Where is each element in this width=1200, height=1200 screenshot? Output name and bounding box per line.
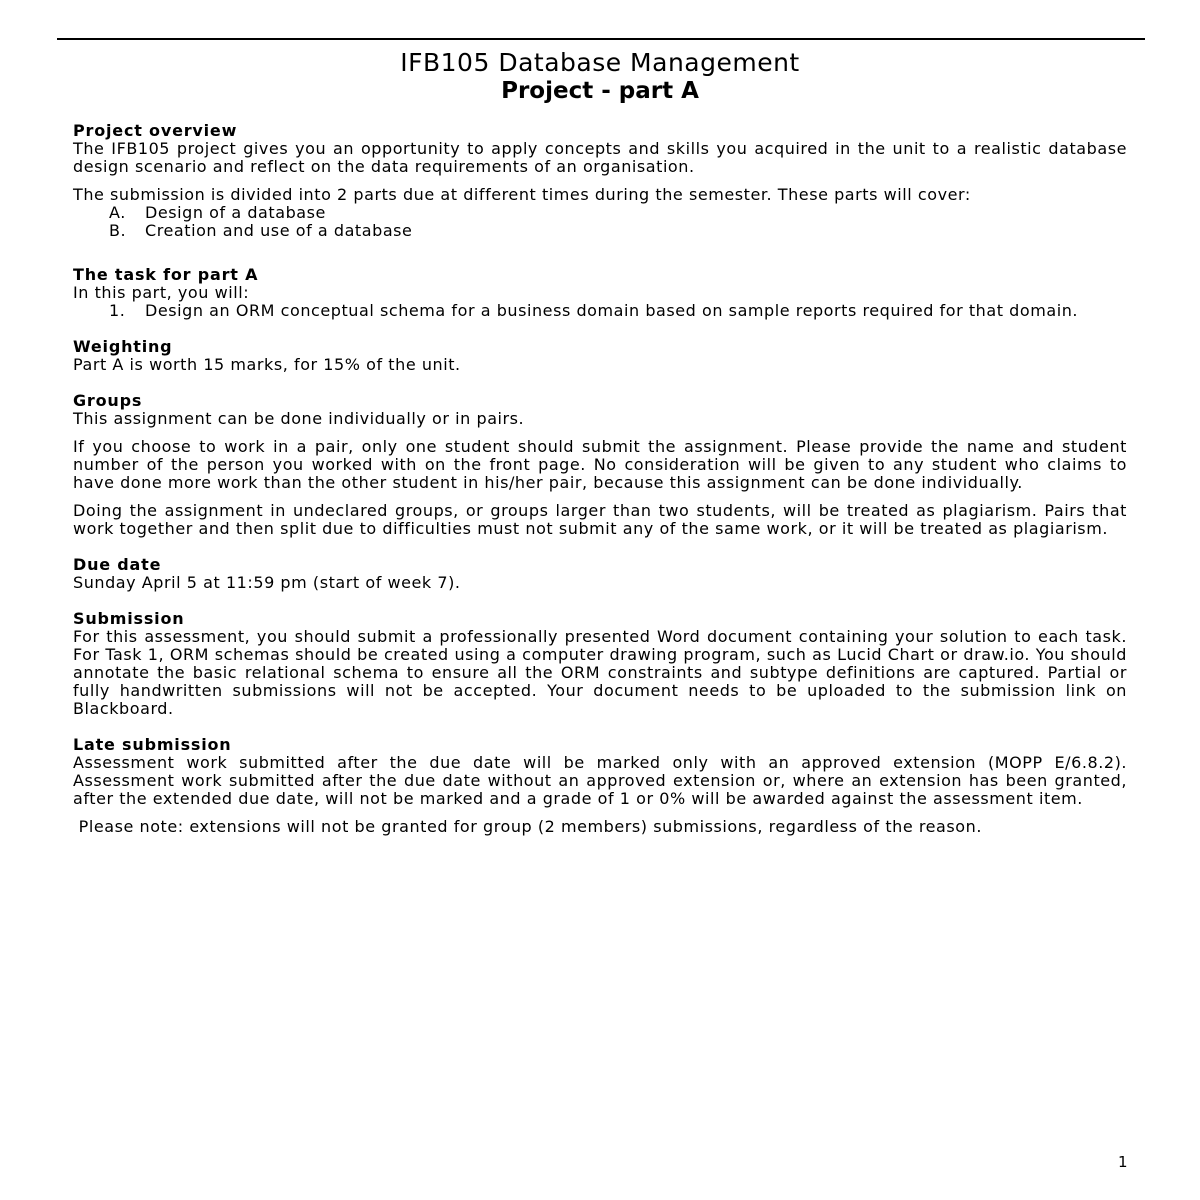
- document-subtitle: Project - part A: [501, 78, 699, 104]
- section-heading: Due date: [73, 555, 162, 574]
- section-heading: Weighting: [73, 337, 173, 356]
- section-heading: The task for part A: [73, 265, 259, 284]
- section-late-submission: [73, 736, 1127, 836]
- section-submission: [73, 610, 1127, 718]
- section-heading: Project overview: [73, 121, 238, 140]
- list-marker: 1.: [109, 301, 126, 320]
- paragraph: Part A is worth 15 marks, for 15% of the unit.: [73, 355, 461, 374]
- paragraph: Doing the assignment in undeclared groups, or groups larger than two students, will be treated as plagiarism. Pairs that work together and then split due to difficulties must not submit any of the same work, or it will be treated as plagiarism.: [73, 501, 1127, 538]
- paragraph: The submission is divided into 2 parts due at different times during the semester. These parts will cover:: [73, 185, 971, 204]
- section-groups: [73, 392, 1127, 538]
- header-rule: [57, 38, 1145, 40]
- section-task: [73, 266, 1127, 320]
- paragraph: For this assessment, you should submit a professionally presented Word document containing your solution to each task. For Task 1, ORM schemas should be created using a computer drawing program, such as Lucid Chart or draw.io. You should annotate the basic relational schema to ensure all the ORM constraints and subtype definitions are captured. Partial or fully handwritten submissions will not be accepted. Your document needs to be uploaded to the submission link on Blackboard.: [73, 627, 1127, 718]
- list-marker: B.: [109, 221, 127, 240]
- paragraph: In this part, you will:: [73, 283, 250, 302]
- list-item-text: Design of a database: [145, 203, 326, 222]
- section-weighting: [73, 338, 1127, 374]
- section-project-overview: [73, 122, 1127, 240]
- paragraph: The IFB105 project gives you an opportunity to apply concepts and skills you acquired in the unit to a realistic database design scenario and reflect on the data requirements of an organisation.: [73, 139, 1127, 176]
- document-title: IFB105 Database Management: [400, 48, 800, 77]
- task-list: [73, 302, 1127, 320]
- list-item-text: Design an ORM conceptual schema for a business domain based on sample reports required for that domain.: [145, 301, 1079, 320]
- paragraph: Assessment work submitted after the due date will be marked only with an approved extension (MOPP E/6.8.2). Assessment work submitted after the due date without an approved extension or, where an extension has been granted, after the extended due date, will not be marked and a grade of 1 or 0% will be awarded against the assessment item.: [73, 753, 1127, 808]
- paragraph: If you choose to work in a pair, only one student should submit the assignment. Please provide the name and student number of the person you worked with on the front page. No consideration will be given to any student who claims to have done more work than the other student in his/her pair, because this assignment can be done individually.: [73, 437, 1127, 492]
- section-due-date: [73, 556, 1127, 592]
- list-item: [73, 302, 1127, 320]
- list-item: [73, 222, 1127, 240]
- parts-list: [73, 204, 1127, 240]
- paragraph: This assignment can be done individually or in pairs.: [73, 409, 525, 428]
- section-heading: Groups: [73, 391, 143, 410]
- list-item-text: Creation and use of a database: [145, 221, 413, 240]
- section-heading: Late submission: [73, 735, 232, 754]
- list-item: [73, 204, 1127, 222]
- paragraph: Sunday April 5 at 11:59 pm (start of week 7).: [73, 573, 461, 592]
- section-heading: Submission: [73, 609, 185, 628]
- list-marker: A.: [109, 203, 126, 222]
- page-number: 1: [1118, 1153, 1128, 1171]
- paragraph-note: Please note: extensions will not be granted for group (2 members) submissions, regardless of the reason.: [73, 817, 982, 836]
- document-body: [73, 122, 1127, 836]
